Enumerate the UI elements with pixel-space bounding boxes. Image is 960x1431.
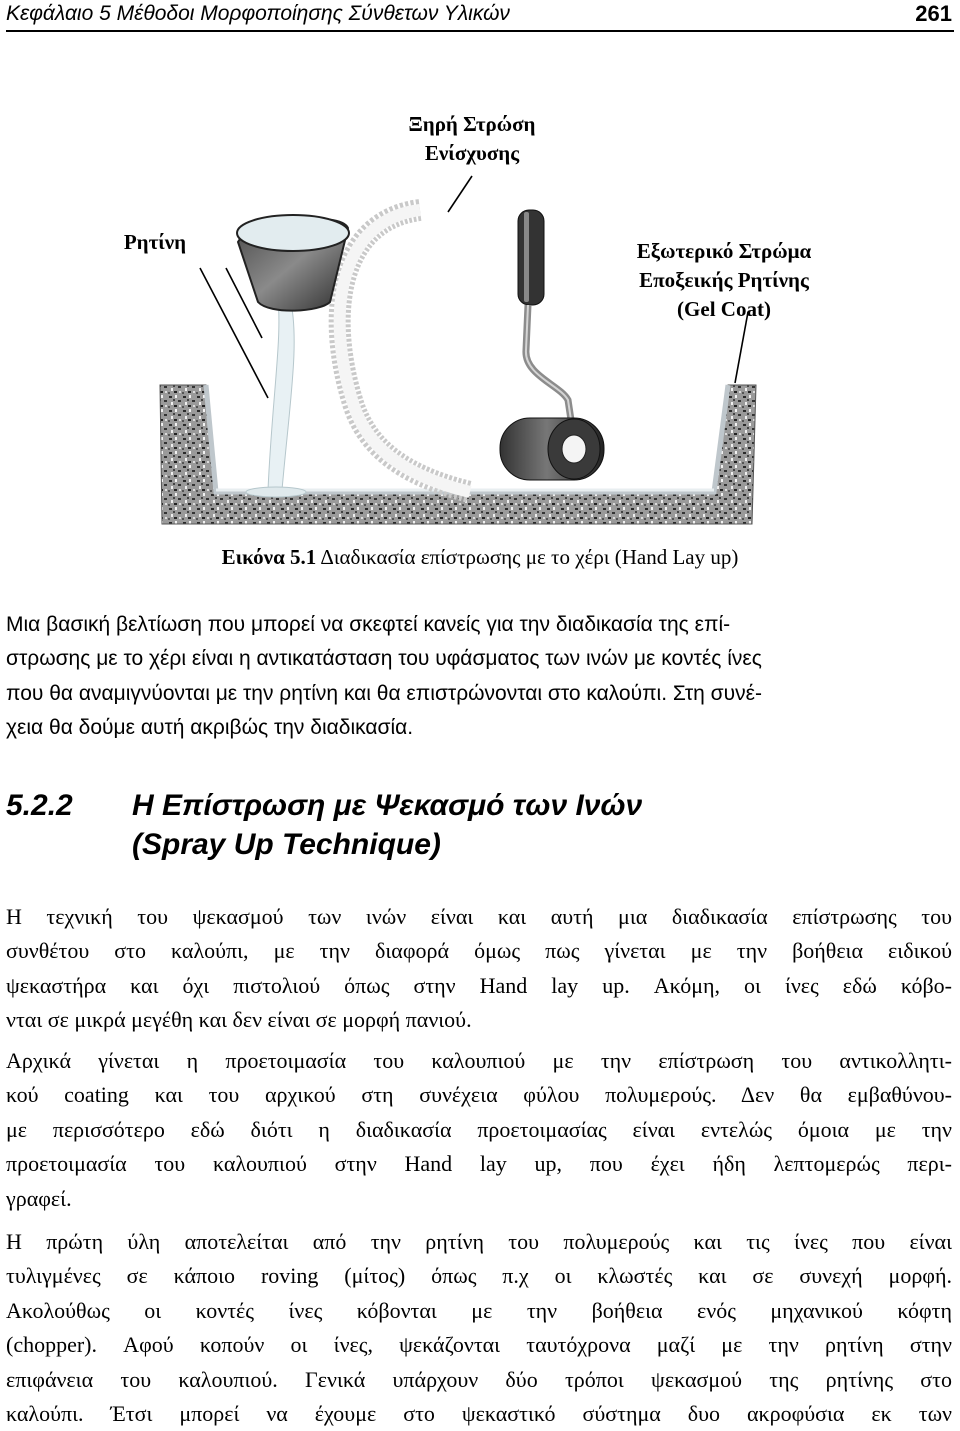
caption-text: Διαδικασία επίστρωσης με το χέρι (Hand Lay up)	[316, 545, 739, 569]
text-line: (chopper). Αφού κοπούν οι ίνες, ψεκάζονται ταυτόχρονα μαζί με την ρητίνη στην	[6, 1332, 952, 1358]
text-line: συνθέτου στο καλούπι, με την διαφορά όμως πως γίνεται με την βοήθεια ειδικού	[6, 938, 952, 964]
figure-hand-lay-up	[0, 100, 960, 540]
section-number: 5.2.2	[6, 789, 73, 822]
text-line: ψεκαστήρα και όχι πιστολιού όπως στην Hand lay up. Ακόμη, οι ίνες εδώ κόβο-	[6, 972, 952, 998]
resin-stream	[246, 298, 306, 497]
text-line: προετοιμασία του καλουπιού στην Hand lay up, που έχει ήδη λεπτομερώς περι-	[6, 1151, 952, 1177]
text-line: νται σε μικρά μεγέθη και δεν είναι σε μορφή πανιού.	[6, 1007, 472, 1033]
intro-paragraph	[6, 608, 952, 745]
text-line: χεια θα δούμε αυτή ακριβώς την διαδικασία.	[6, 715, 414, 739]
figure-caption	[0, 543, 960, 571]
text-line: στρωσης με το χέρι είναι η αντικατάσταση του υφάσματος των ινών με κοντές ίνες	[6, 647, 762, 671]
text-line: τυλιγμένες σε κάποιο roving (μίτος) όπως π.χ οι κλωστές και σε συνεχή μορφή.	[6, 1263, 952, 1289]
roller-tool	[500, 210, 604, 480]
label-resin: Ρητίνη	[123, 230, 187, 254]
resin-bucket	[237, 215, 349, 311]
body-paragraph-1	[6, 900, 952, 1038]
text-line: που θα αναμιγνύονται με την ρητίνη και θα επιστρώνονται στο καλούπι. Στη συνέ-	[6, 681, 762, 705]
mould-tray	[160, 385, 756, 524]
text-line: γραφεί.	[6, 1185, 72, 1211]
label-dry-reinforcement-layer: Ξηρή Στρώση Ενίσχυσης	[408, 112, 536, 165]
page-number: 261	[915, 1, 952, 26]
text-line: κού coating και του αρχικού στη συνέχεια φύλου πολυμερούς. Δεν θα εμβαθύνου-	[6, 1082, 952, 1108]
text-line: Η τεχνική του ψεκασμού των ινών είναι και αυτή μια διαδικασία επίστρωσης του	[6, 904, 952, 929]
text-line: Η πρώτη ύλη αποτελείται από την ρητίνη του πολυμερούς και τις ίνες που είναι	[6, 1229, 952, 1254]
text-line: με περισσότερο εδώ διότι η διαδικασία προετοιμασίας είναι εντελώς όμοια με την	[6, 1116, 952, 1142]
page-header	[6, 0, 954, 32]
chapter-title: Κεφάλαιο 5 Μέθοδοι Μορφοποίησης Σύνθετων Υλικών	[6, 2, 510, 25]
section-title: Η Επίστρωση με Ψεκασμό των Ινών (Spray Up Technique)	[132, 789, 643, 861]
text-line: καλούπι. Έτσι μπορεί να έχουμε στο ψεκαστικό σύστημα δυο ακροφύσια εκ των	[6, 1400, 952, 1426]
dry-reinforcement-sheet	[340, 210, 470, 492]
body-paragraph-3	[6, 1225, 952, 1431]
caption-label: Εικόνα 5.1	[221, 545, 317, 569]
text-line: Ακολούθως οι κοντές ίνες κόβονται με την βοήθεια ενός μηχανικού κόφτη	[6, 1297, 952, 1323]
text-line: επιφάνεια του καλουπιού. Γενικά υπάρχουν δύο τρόποι ψεκασμού της ρητίνης στο	[6, 1366, 952, 1392]
text-line: Αρχικά γίνεται η προετοιμασία του καλουπιού με την επίστρωση του αντικολλητι-	[6, 1048, 952, 1073]
body-paragraph-2	[6, 1044, 952, 1216]
text-line: Μια βασική βελτίωση που μπορεί να σκεφτεί κανείς για την διαδικασία της επί-	[6, 613, 731, 636]
label-gel-coat: Εξωτερικό Στρώμα Εποξεικής Ρητίνης (Gel Coat)	[636, 239, 812, 321]
